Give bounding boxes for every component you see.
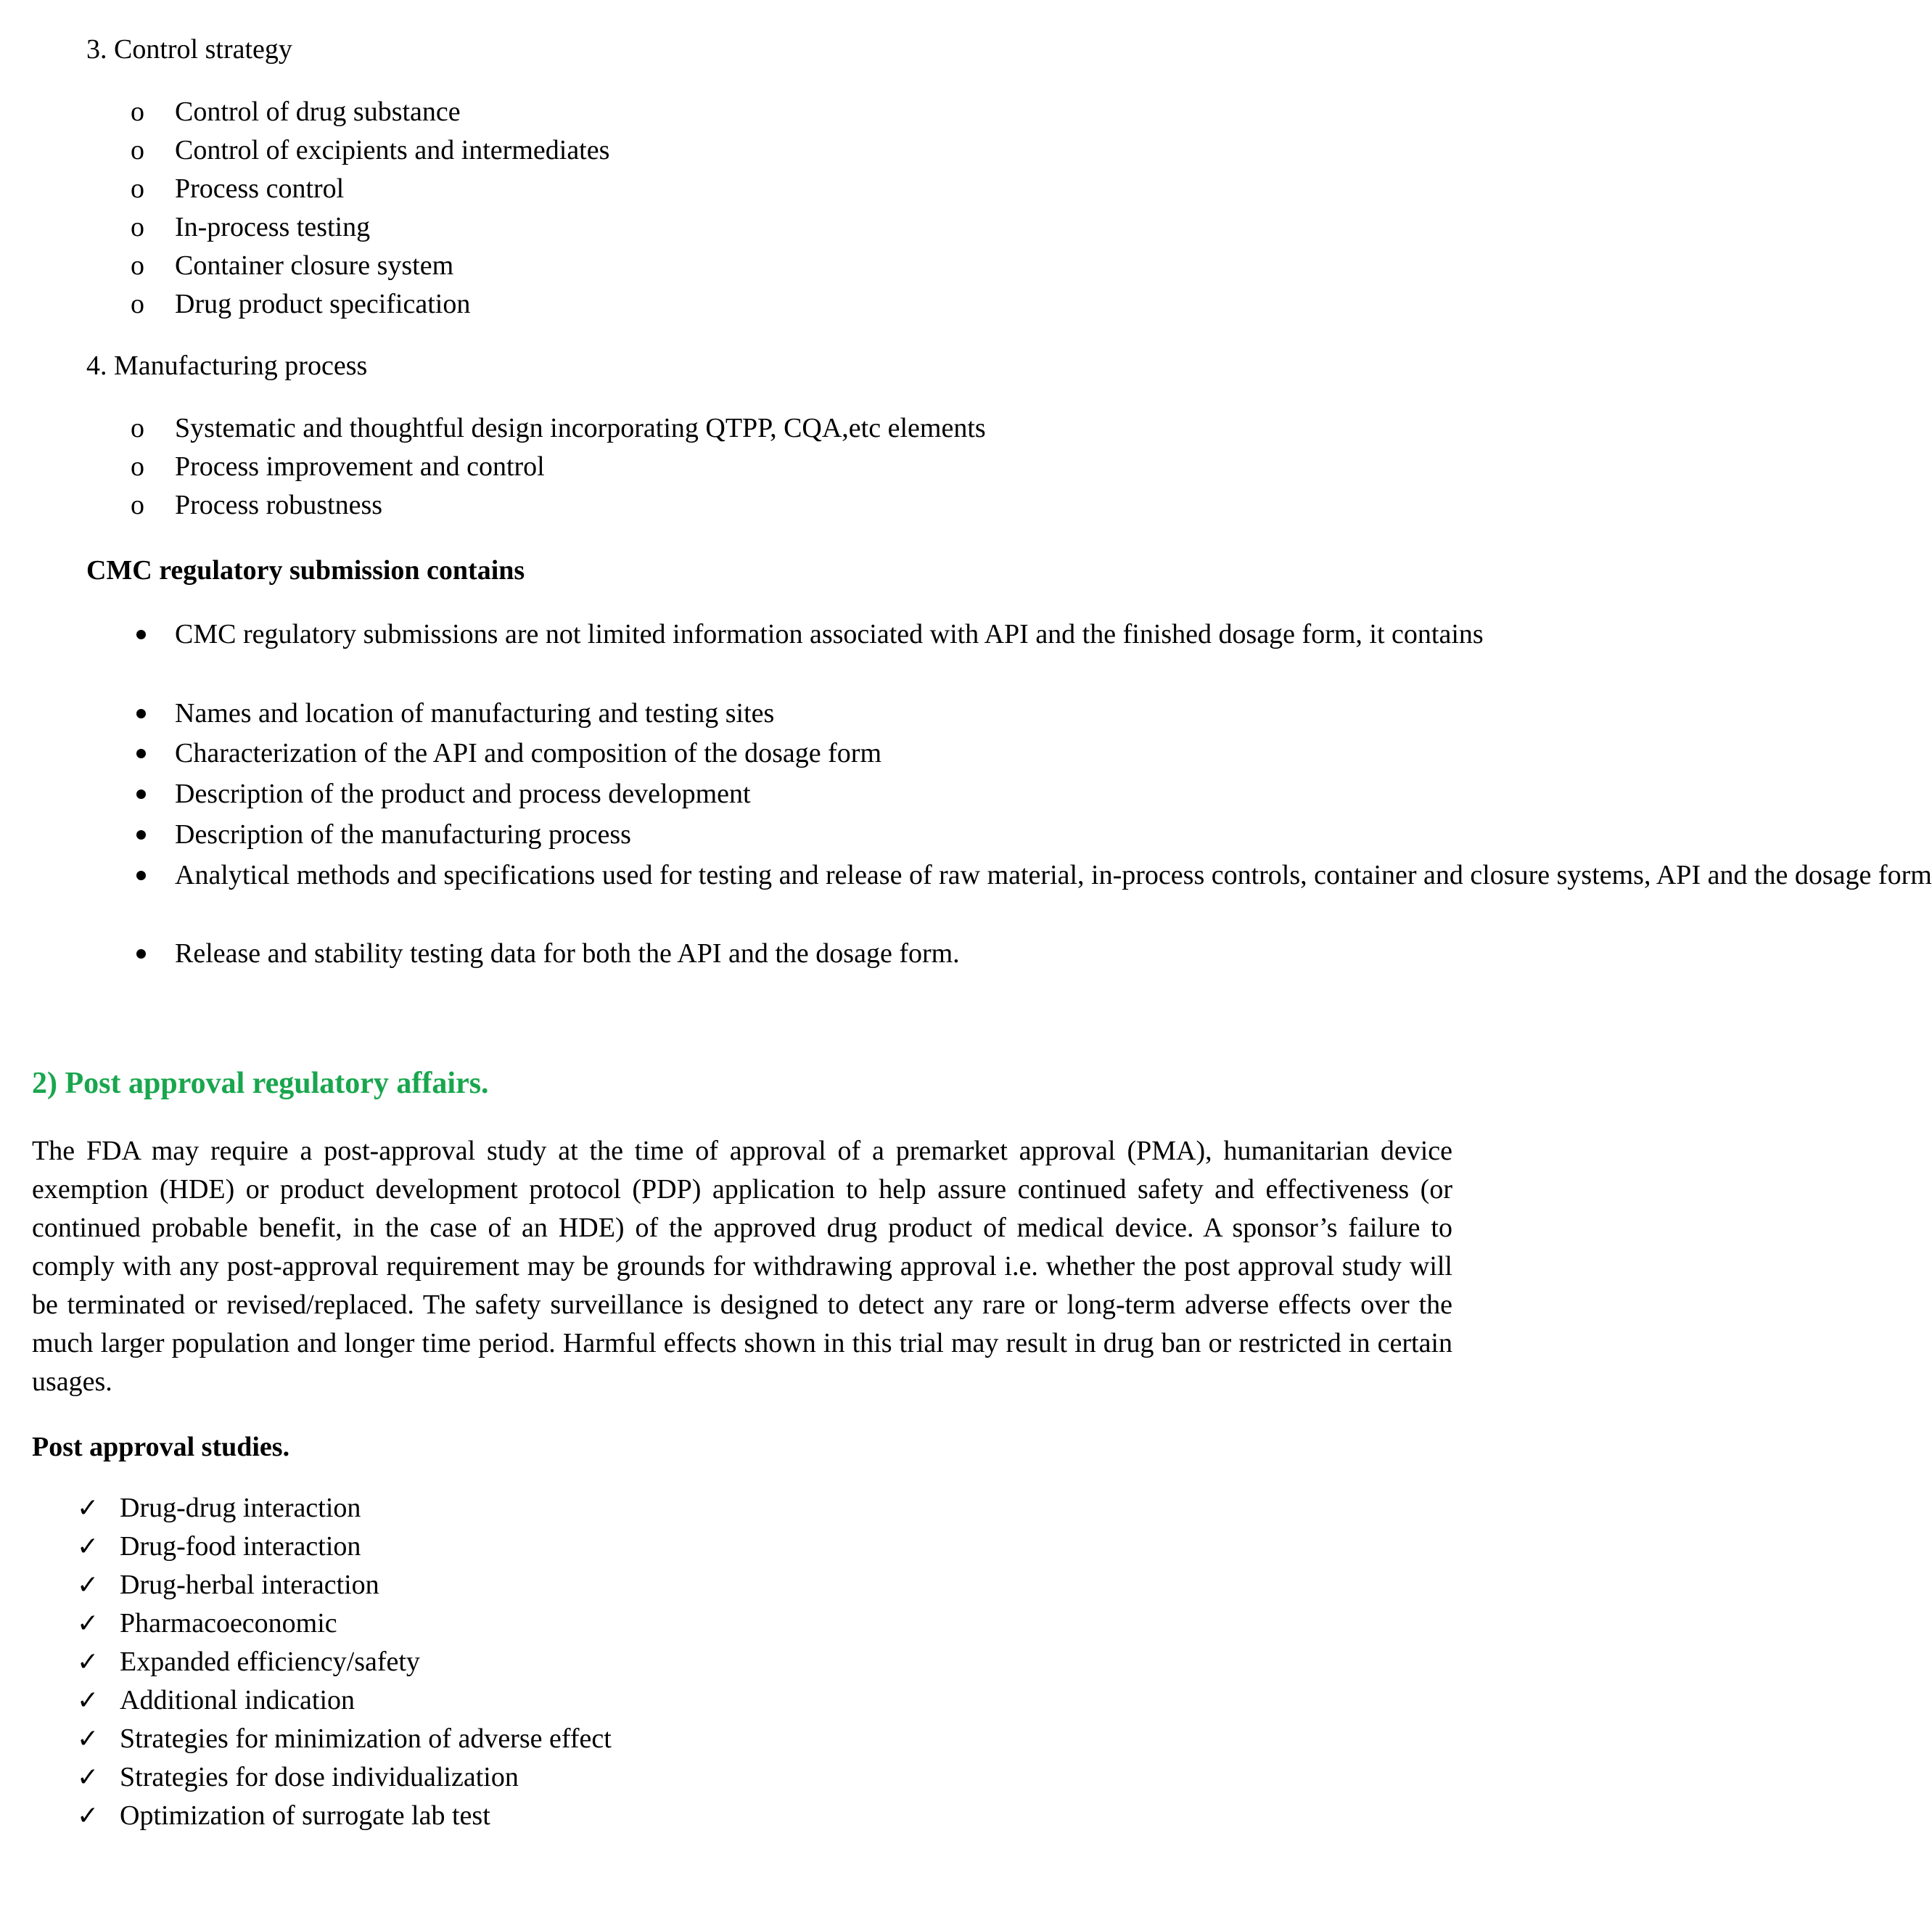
list-item-text: Strategies for dose individualization bbox=[120, 1762, 519, 1792]
list-item bbox=[77, 1528, 802, 1566]
list-item-text: Description of the product and process development bbox=[175, 779, 751, 809]
list-item bbox=[77, 1720, 802, 1758]
list-item bbox=[131, 285, 784, 324]
list-item bbox=[77, 1797, 802, 1835]
manufacturing-process-list bbox=[131, 409, 1074, 525]
post-approval-paragraph: The FDA may require a post-approval study at the time of approval of a premarket approval (PMA), humanitarian device exemption (HDE) or product development protocol (PDP) application to help assure continued safety and effectiveness (or continued probable benefit, in the case of an HDE) of the approved drug product of medical device. A sponsor’s failure to comply with any post-approval requirement may be grounds for withdrawing approval i.e. whether the post approval study will be terminated or revised/replaced. The safety surveillance is designed to detect any rare or long-term adverse effects over the much larger population and longer time period. Harmful effects shown in this trial may result in drug ban or restricted in certain usages. bbox=[32, 1136, 1452, 1397]
list-item-text: Characterization of the API and composition of the dosage form bbox=[175, 738, 882, 768]
post-approval-studies-heading: Post approval studies. bbox=[32, 1432, 290, 1462]
cmc-submission-heading: CMC regulatory submission contains bbox=[86, 555, 525, 586]
list-item-text: Optimization of surrogate lab test bbox=[120, 1800, 490, 1831]
list-item bbox=[131, 409, 1074, 448]
list-item-text: Expanded efficiency/safety bbox=[120, 1647, 420, 1677]
list-item-text: Pharmacoeconomic bbox=[120, 1608, 337, 1639]
list-item-text: Process robustness bbox=[175, 490, 383, 520]
list-item-text: Additional indication bbox=[120, 1685, 355, 1715]
circle-bullet-icon: o bbox=[131, 413, 144, 443]
list-item-text: Analytical methods and specifications used for testing and release of raw material, in-process controls, container and closure systems, API and the dosage form bbox=[175, 860, 1932, 890]
list-item-text: Systematic and thoughtful design incorporating QTPP, CQA,etc elements bbox=[175, 413, 986, 443]
list-item bbox=[77, 1566, 802, 1604]
circle-bullet-icon: o bbox=[131, 173, 144, 204]
list-item-text: Drug-herbal interaction bbox=[120, 1570, 379, 1600]
checkmark-icon: ✓ bbox=[77, 1532, 99, 1562]
list-item-text: Drug-drug interaction bbox=[120, 1493, 361, 1523]
list-item bbox=[131, 856, 1932, 935]
list-item bbox=[131, 486, 1074, 525]
list-item-text: Control of excipients and intermediates bbox=[175, 135, 610, 165]
list-item bbox=[77, 1758, 802, 1797]
list-item-text: Control of drug substance bbox=[175, 97, 461, 127]
circle-bullet-icon: o bbox=[131, 490, 144, 520]
post-approval-studies-list bbox=[77, 1489, 802, 1835]
list-item bbox=[131, 93, 784, 131]
circle-bullet-icon: o bbox=[131, 97, 144, 127]
list-item-text: Drug-food interaction bbox=[120, 1531, 361, 1562]
cmc-submission-list bbox=[131, 615, 1932, 973]
list-item-text: Description of the manufacturing process bbox=[175, 819, 631, 850]
checkmark-icon: ✓ bbox=[77, 1686, 99, 1715]
bullet-dot-icon bbox=[136, 790, 146, 799]
list-item-text: In-process testing bbox=[175, 212, 371, 242]
circle-bullet-icon: o bbox=[131, 250, 144, 281]
checkmark-icon: ✓ bbox=[77, 1570, 99, 1600]
circle-bullet-icon: o bbox=[131, 212, 144, 242]
list-item bbox=[131, 247, 784, 285]
checkmark-icon: ✓ bbox=[77, 1609, 99, 1639]
circle-bullet-icon: o bbox=[131, 451, 144, 482]
bullet-dot-icon bbox=[136, 709, 146, 718]
list-item-text: Strategies for minimization of adverse effect bbox=[120, 1723, 612, 1754]
list-item bbox=[131, 775, 1452, 816]
checkmark-icon: ✓ bbox=[77, 1493, 99, 1523]
post-approval-heading: 2) Post approval regulatory affairs. bbox=[32, 1067, 489, 1100]
bullet-dot-icon bbox=[136, 749, 146, 758]
list-item-text: Process control bbox=[175, 173, 345, 204]
list-item bbox=[77, 1604, 802, 1643]
list-item bbox=[131, 208, 784, 247]
list-item bbox=[131, 615, 1484, 694]
checkmark-icon: ✓ bbox=[77, 1763, 99, 1792]
bullet-dot-icon bbox=[136, 830, 146, 840]
checkmark-icon: ✓ bbox=[77, 1647, 99, 1677]
list-item-text: Release and stability testing data for both the API and the dosage form. bbox=[175, 938, 960, 969]
list-item-text: Process improvement and control bbox=[175, 451, 545, 482]
circle-bullet-icon: o bbox=[131, 289, 144, 319]
list-item-text: Names and location of manufacturing and testing sites bbox=[175, 698, 775, 729]
list-item bbox=[131, 816, 1452, 856]
control-strategy-heading: 3. Control strategy bbox=[86, 34, 292, 65]
list-item bbox=[131, 170, 784, 208]
list-item bbox=[131, 694, 1452, 734]
list-item bbox=[131, 734, 1452, 775]
list-item bbox=[131, 131, 784, 170]
checkmark-icon: ✓ bbox=[77, 1801, 99, 1831]
circle-bullet-icon: o bbox=[131, 135, 144, 165]
list-item bbox=[131, 448, 1074, 486]
list-item bbox=[77, 1489, 802, 1528]
list-item bbox=[77, 1681, 802, 1720]
list-item-text: CMC regulatory submissions are not limited information associated with API and the finished dosage form, it contains bbox=[175, 619, 1484, 649]
list-item bbox=[131, 935, 1452, 973]
bullet-dot-icon bbox=[136, 630, 146, 639]
checkmark-icon: ✓ bbox=[77, 1724, 99, 1754]
bullet-dot-icon bbox=[136, 949, 146, 959]
list-item-text: Drug product specification bbox=[175, 289, 471, 319]
control-strategy-list bbox=[131, 93, 784, 324]
list-item bbox=[77, 1643, 802, 1681]
bullet-dot-icon bbox=[136, 871, 146, 880]
list-item-text: Container closure system bbox=[175, 250, 454, 281]
manufacturing-process-heading: 4. Manufacturing process bbox=[86, 350, 368, 381]
